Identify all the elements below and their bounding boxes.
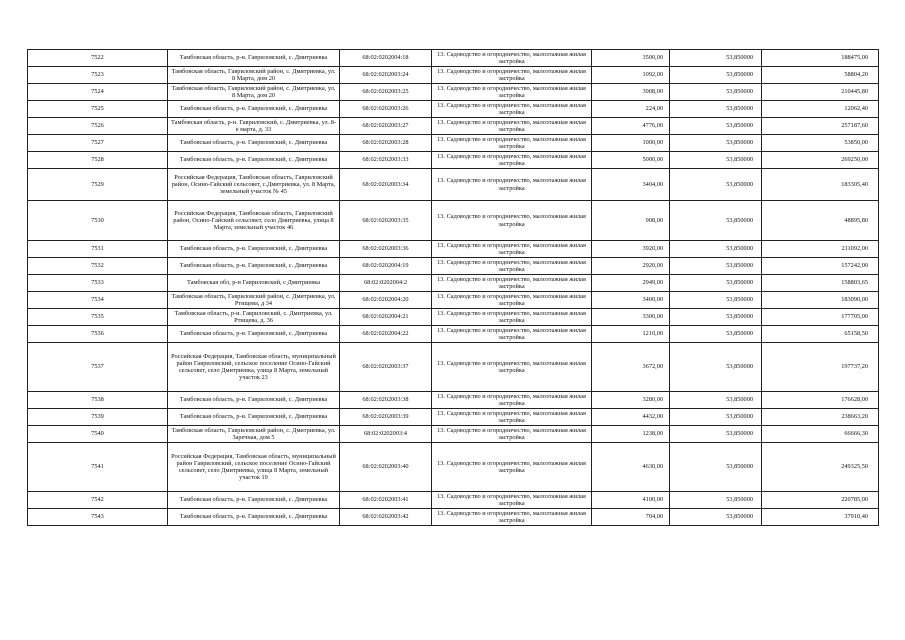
row-number-cell: 7538 (28, 392, 168, 409)
address-cell: Тамбовская область, р-н. Гавриловский, с. Дмитриевка (168, 101, 340, 118)
table-row (28, 201, 879, 241)
area-cell: 3908,00 (592, 84, 670, 101)
address-cell: Тамбовская область, р-н. Гавриловский, с. Дмитриевка (168, 241, 340, 258)
address-cell: Российская Федерация, Тамбовская область, Гавриловский район, Осино-Гайский сельсовет, село Дмитриевка, улица 8 Марта, земельный участок 46 (168, 201, 340, 241)
cadastral-number-cell: 68:02:0202003:39 (340, 409, 432, 426)
table-row (28, 84, 879, 101)
land-use-cell: 13. Садоводство и огородничество, малоэтажная жилая застройка (432, 152, 592, 169)
land-use-cell: 13. Садоводство и огородничество, малоэтажная жилая застройка (432, 169, 592, 201)
land-use-cell: 13. Садоводство и огородничество, малоэтажная жилая застройка (432, 84, 592, 101)
area-cell: 4100,00 (592, 492, 670, 509)
row-number-cell: 7523 (28, 67, 168, 84)
table-row (28, 426, 879, 443)
area-cell: 3400,00 (592, 292, 670, 309)
specific-value-cell: 53,850000 (670, 258, 762, 275)
cadastral-value-cell: 176628,00 (762, 392, 879, 409)
table-row (28, 409, 879, 426)
area-cell: 1092,00 (592, 67, 670, 84)
table-row (28, 67, 879, 84)
cadastral-value-cell: 183090,00 (762, 292, 879, 309)
address-cell: Тамбовская область, Гавриловский район, с. Дмитриевка, ул. 8 Марта, дом 20 (168, 84, 340, 101)
cadastral-value-cell: 66666,30 (762, 426, 879, 443)
land-use-cell: 13. Садоводство и огородничество, малоэтажная жилая застройка (432, 309, 592, 326)
area-cell: 3672,00 (592, 343, 670, 392)
address-cell: Тамбовская область, р-н. Гавриловский, с. Дмитриевка, ул. 8-е марта, д. 33 (168, 118, 340, 135)
cadastral-value-cell: 12062,40 (762, 101, 879, 118)
table-row (28, 343, 879, 392)
land-valuation-table (27, 49, 879, 526)
cadastral-number-cell: 68:02:0202003:42 (340, 509, 432, 526)
cadastral-number-cell: 68:02:0202003:38 (340, 392, 432, 409)
row-number-cell: 7532 (28, 258, 168, 275)
land-use-cell: 13. Садоводство и огородничество, малоэтажная жилая застройка (432, 50, 592, 67)
address-cell: Тамбовская область, р-н. Гавриловский, с. Дмитриевка (168, 392, 340, 409)
cadastral-number-cell: 68:02:0202004:18 (340, 50, 432, 67)
cadastral-value-cell: 37910,40 (762, 509, 879, 526)
address-cell: Тамбовская область, р-н. Гавриловский, с. Дмитриевка (168, 326, 340, 343)
specific-value-cell: 53,850000 (670, 343, 762, 392)
cadastral-number-cell: 68:02:0202003:41 (340, 492, 432, 509)
address-cell: Тамбовская обл, р-н Гавриловский, с Дмитриевка (168, 275, 340, 292)
table-row (28, 101, 879, 118)
specific-value-cell: 53,850000 (670, 409, 762, 426)
table-row (28, 275, 879, 292)
table-row (28, 292, 879, 309)
specific-value-cell: 53,850000 (670, 509, 762, 526)
area-cell: 3280,00 (592, 392, 670, 409)
specific-value-cell: 53,850000 (670, 201, 762, 241)
address-cell: Тамбовская область, р-н. Гавриловский, с. Дмитриевка (168, 135, 340, 152)
table-row (28, 509, 879, 526)
cadastral-value-cell: 238663,20 (762, 409, 879, 426)
cadastral-value-cell: 210445,80 (762, 84, 879, 101)
land-use-cell: 13. Садоводство и огородничество, малоэтажная жилая застройка (432, 343, 592, 392)
specific-value-cell: 53,850000 (670, 50, 762, 67)
cadastral-value-cell: 257187,60 (762, 118, 879, 135)
land-use-cell: 13. Садоводство и огородничество, малоэтажная жилая застройка (432, 101, 592, 118)
specific-value-cell: 53,850000 (670, 118, 762, 135)
row-number-cell: 7540 (28, 426, 168, 443)
area-cell: 2949,00 (592, 275, 670, 292)
land-use-cell: 13. Садоводство и огородничество, малоэтажная жилая застройка (432, 201, 592, 241)
cadastral-number-cell: 68:02:0202003:28 (340, 135, 432, 152)
cadastral-value-cell: 220785,00 (762, 492, 879, 509)
cadastral-number-cell: 68:02:0202003:37 (340, 343, 432, 392)
table-row (28, 135, 879, 152)
specific-value-cell: 53,850000 (670, 101, 762, 118)
row-number-cell: 7534 (28, 292, 168, 309)
row-number-cell: 7526 (28, 118, 168, 135)
address-cell: Российская Федерация, Тамбовская область, Гавриловский район, Осино-Гайский сельсовет, с.Дмитриевка, ул. 8 Марта, земельный участок № 45 (168, 169, 340, 201)
cadastral-number-cell: 68:02:0202003:36 (340, 241, 432, 258)
cadastral-value-cell: 157242,00 (762, 258, 879, 275)
area-cell: 4630,00 (592, 443, 670, 492)
cadastral-number-cell: 68:02:0202004:20 (340, 292, 432, 309)
cadastral-number-cell: 68:02:0202003:27 (340, 118, 432, 135)
area-cell: 3404,00 (592, 169, 670, 201)
cadastral-value-cell: 48895,80 (762, 201, 879, 241)
address-cell: Российская Федерация, Тамбовская область, муниципальный район Гавриловский, сельское поселение Осино-Гайский сельсовет, село Дмитриевка, улица 8 Марта, земельный участок 19 (168, 443, 340, 492)
address-cell: Тамбовская область, Гавриловский район, с. Дмитриевка, ул. Ртищева, д 34 (168, 292, 340, 309)
area-cell: 704,00 (592, 509, 670, 526)
land-use-cell: 13. Садоводство и огородничество, малоэтажная жилая застройка (432, 409, 592, 426)
row-number-cell: 7524 (28, 84, 168, 101)
land-use-cell: 13. Садоводство и огородничество, малоэтажная жилая застройка (432, 326, 592, 343)
row-number-cell: 7527 (28, 135, 168, 152)
specific-value-cell: 53,850000 (670, 492, 762, 509)
address-cell: Тамбовская область, Гавриловский район, с. Дмитриевка, ул. 8 Марта, дом 20 (168, 67, 340, 84)
cadastral-value-cell: 211092,00 (762, 241, 879, 258)
document-page (27, 49, 879, 526)
cadastral-value-cell: 188475,00 (762, 50, 879, 67)
table-row (28, 326, 879, 343)
cadastral-value-cell: 197737,20 (762, 343, 879, 392)
cadastral-number-cell: 68:02:0202003:35 (340, 201, 432, 241)
cadastral-number-cell: 68:02:0202003:25 (340, 84, 432, 101)
cadastral-number-cell: 68:02:0202003:4 (340, 426, 432, 443)
specific-value-cell: 53,850000 (670, 152, 762, 169)
row-number-cell: 7529 (28, 169, 168, 201)
area-cell: 908,00 (592, 201, 670, 241)
cadastral-number-cell: 68:02:0202003:40 (340, 443, 432, 492)
cadastral-number-cell: 68:02:0202003:34 (340, 169, 432, 201)
land-use-cell: 13. Садоводство и огородничество, малоэтажная жилая застройка (432, 426, 592, 443)
row-number-cell: 7541 (28, 443, 168, 492)
specific-value-cell: 53,850000 (670, 426, 762, 443)
row-number-cell: 7528 (28, 152, 168, 169)
cadastral-value-cell: 269250,00 (762, 152, 879, 169)
cadastral-number-cell: 68:02:0202004:21 (340, 309, 432, 326)
specific-value-cell: 53,850000 (670, 241, 762, 258)
specific-value-cell: 53,850000 (670, 275, 762, 292)
cadastral-value-cell: 249325,50 (762, 443, 879, 492)
land-use-cell: 13. Садоводство и огородничество, малоэтажная жилая застройка (432, 118, 592, 135)
area-cell: 4776,00 (592, 118, 670, 135)
land-use-cell: 13. Садоводство и огородничество, малоэтажная жилая застройка (432, 492, 592, 509)
table-row (28, 443, 879, 492)
row-number-cell: 7543 (28, 509, 168, 526)
area-cell: 3920,00 (592, 241, 670, 258)
land-use-cell: 13. Садоводство и огородничество, малоэтажная жилая застройка (432, 275, 592, 292)
row-number-cell: 7535 (28, 309, 168, 326)
land-use-cell: 13. Садоводство и огородничество, малоэтажная жилая застройка (432, 392, 592, 409)
row-number-cell: 7530 (28, 201, 168, 241)
cadastral-number-cell: 68:02:0202003:26 (340, 101, 432, 118)
table-row (28, 50, 879, 67)
cadastral-number-cell: 68:02:0202004:22 (340, 326, 432, 343)
area-cell: 224,00 (592, 101, 670, 118)
address-cell: Российская Федерация, Тамбовская область, муниципальный район Гавриловский, сельское поселение Осино-Гайский сельсовет, село Дмитриевка, улица 8 Марта, земельный участок 23 (168, 343, 340, 392)
row-number-cell: 7537 (28, 343, 168, 392)
area-cell: 4432,00 (592, 409, 670, 426)
table-row (28, 241, 879, 258)
table-row (28, 309, 879, 326)
address-cell: Тамбовская область, Гавриловский район, с. Дмитриевка, ул. Заречная, дом 5 (168, 426, 340, 443)
cadastral-value-cell: 65158,50 (762, 326, 879, 343)
table-row (28, 258, 879, 275)
specific-value-cell: 53,850000 (670, 169, 762, 201)
cadastral-value-cell: 177705,00 (762, 309, 879, 326)
specific-value-cell: 53,850000 (670, 392, 762, 409)
specific-value-cell: 53,850000 (670, 67, 762, 84)
table-row (28, 492, 879, 509)
address-cell: Тамбовская область, р-н. Гавриловский, с. Дмитриевка (168, 50, 340, 67)
specific-value-cell: 53,850000 (670, 326, 762, 343)
address-cell: Тамбовская область, р-н. Гавриловский, с. Дмитриевка (168, 492, 340, 509)
land-use-cell: 13. Садоводство и огородничество, малоэтажная жилая застройка (432, 509, 592, 526)
area-cell: 3500,00 (592, 50, 670, 67)
land-use-cell: 13. Садоводство и огородничество, малоэтажная жилая застройка (432, 258, 592, 275)
cadastral-number-cell: 68:02:0202003:24 (340, 67, 432, 84)
cadastral-number-cell: 68:02:0202004:2 (340, 275, 432, 292)
specific-value-cell: 53,850000 (670, 135, 762, 152)
area-cell: 1210,00 (592, 326, 670, 343)
land-use-cell: 13. Садоводство и огородничество, малоэтажная жилая застройка (432, 443, 592, 492)
specific-value-cell: 53,850000 (670, 309, 762, 326)
area-cell: 2920,00 (592, 258, 670, 275)
specific-value-cell: 53,850000 (670, 443, 762, 492)
row-number-cell: 7533 (28, 275, 168, 292)
table-row (28, 152, 879, 169)
land-use-cell: 13. Садоводство и огородничество, малоэтажная жилая застройка (432, 241, 592, 258)
table-row (28, 118, 879, 135)
address-cell: Тамбовская область, р-н. Гавриловский, с. Дмитриевка (168, 409, 340, 426)
cadastral-number-cell: 68:02:0202004:19 (340, 258, 432, 275)
row-number-cell: 7536 (28, 326, 168, 343)
cadastral-value-cell: 58804,20 (762, 67, 879, 84)
area-cell: 1238,00 (592, 426, 670, 443)
row-number-cell: 7542 (28, 492, 168, 509)
row-number-cell: 7531 (28, 241, 168, 258)
address-cell: Тамбовская область, р-н. Гавриловский, с. Дмитриевка (168, 152, 340, 169)
table-body (28, 50, 879, 526)
table-row (28, 392, 879, 409)
row-number-cell: 7522 (28, 50, 168, 67)
cadastral-value-cell: 53850,00 (762, 135, 879, 152)
address-cell: Тамбовская область, р-н. Гавриловский, с. Дмитриевка (168, 509, 340, 526)
cadastral-value-cell: 158803,65 (762, 275, 879, 292)
land-use-cell: 13. Садоводство и огородничество, малоэтажная жилая застройка (432, 135, 592, 152)
address-cell: Тамбовская область, р-н. Гавриловский, с. Дмитриевка, ул. Ртищева, д. 36 (168, 309, 340, 326)
area-cell: 3300,00 (592, 309, 670, 326)
area-cell: 5000,00 (592, 152, 670, 169)
cadastral-number-cell: 68:02:0202003:33 (340, 152, 432, 169)
specific-value-cell: 53,850000 (670, 292, 762, 309)
row-number-cell: 7525 (28, 101, 168, 118)
table-row (28, 169, 879, 201)
cadastral-value-cell: 183305,40 (762, 169, 879, 201)
land-use-cell: 13. Садоводство и огородничество, малоэтажная жилая застройка (432, 292, 592, 309)
specific-value-cell: 53,850000 (670, 84, 762, 101)
land-use-cell: 13. Садоводство и огородничество, малоэтажная жилая застройка (432, 67, 592, 84)
row-number-cell: 7539 (28, 409, 168, 426)
area-cell: 1000,00 (592, 135, 670, 152)
address-cell: Тамбовская область, р-н. Гавриловский, с. Дмитриевка (168, 258, 340, 275)
